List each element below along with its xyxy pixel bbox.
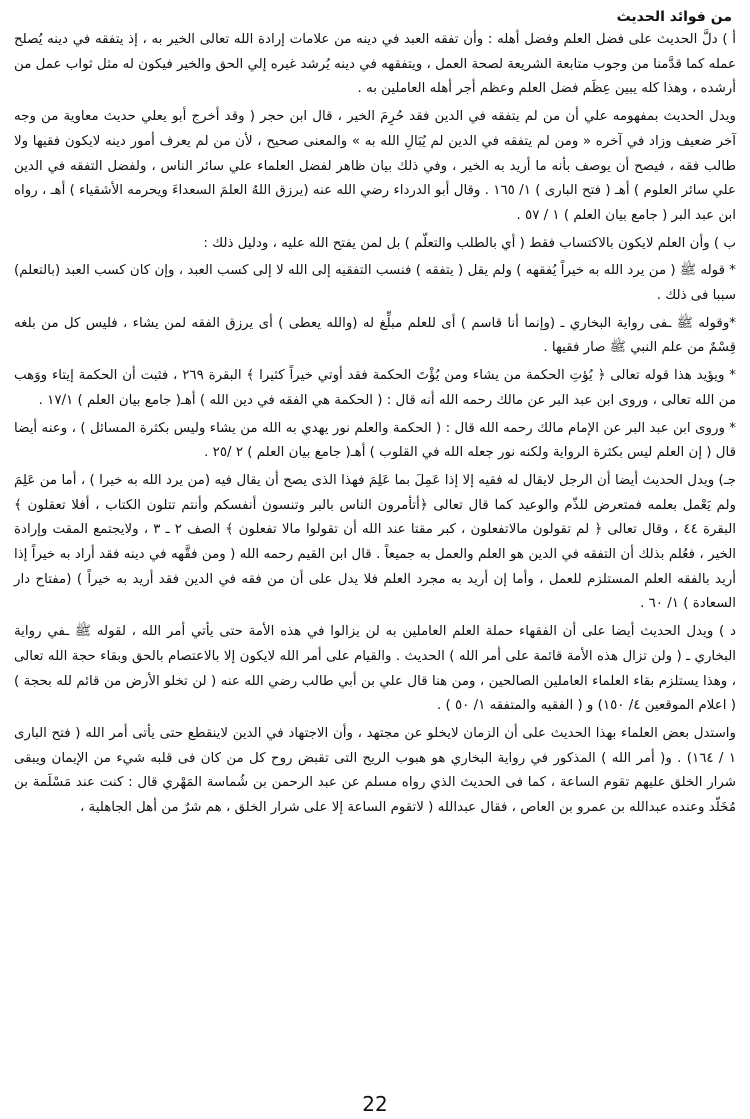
paragraph-bullet-1: * قوله ﷺ ( من يرد الله به خيراً يُفقهه ) ولم يقل ( يتفقه ) فنسب التفقيه إلى الله لا إلى كسب العبد ، وإن كان كسب العبد (بالتعلم) سببا فى ذلك . [14,263,736,304]
section-heading: من فوائد الحديث [616,9,732,25]
paragraph-conclusion: واستدل بعض العلماء بهذا الحديث على أن الزمان لايخلو عن مجتهد ، وأن الاجتهاد في الدين لاينقطع حتى يأتى أمر الله ( فتح البارى ١ / ١٦٤) . و( أمر الله ) المذكور في رواية البخاري هو هبوب الريح التى تقبض روح كل من كان فى قلبه شيء من الإيمان ويبقى شرار الخلق عليهم تقوم الساعة ، كما فى الحديث الذي رواه مسلم عن عبد الرحمن بن شُماسة المَهْري قال : كنت عند مَسْلَمة بن مُخَلّد وعنده عبدالله بن عمرو بن العاص ، فقال عبدالله ( لاتقوم الساعة إلا على شرار الخلق ، هم شرٌ من أهل الجاهلية ، [14,725,737,816]
paragraph-alif: أ ) دلَّ الحديث على فضل العلم وفضل أهله : وأن تفقه العبد في دينه من علامات إرادة الله تعالى الخير به ، إذ يتفقه في دينه يُصلح عمله كما قدَّمنا من وجوب متابعة الشريعة لصحة العمل ، ويتفقهه في دينه يُرشد غيره إلي الحق والخير فيكون له مثل ثواب عمل من أرشده ، وهذا كله يبين عِظَم فضل العلم وعظم أجر أهله العاملين به . [14,32,736,97]
paragraph-bullet-3: * ويؤيد هذا قوله تعالى ﴿ يُؤتِ الحكمة من يشاء ومن يُؤْتَ الحكمة فقد أوتي خيراً كثيرا ﴾ البقرة ٢٦٩ ، فثبت أن الحكمة إيتاء ووَهب من الله تعالى ، وروى ابن عبد البر عن مالك رحمه الله أنه قال : ( الحكمة هي الفقه في دين الله ) أهـ( جامع بيان العلم ) ١٧/١ . [14,368,736,408]
page-number: 22 [362,1092,388,1116]
paragraph-dal: د ) ويدل الحديث أيضا على أن الفقهاء حملة العلم العاملين به لن يزالوا في هذه الأمة حتى يأتي أمر الله ، لقوله ﷺ ـفي رواية البخاري ـ ( ولن تزال هذه الأمة قائمة على أمر الله ) الحديث . والقيام على أمر الله لايكون إلا بالاعتصام بالحق وبقاء حجة الله تعالى ، وهذا يستلزم بقاء العلماء العاملين الصالحين ، ومن هنا قال علي بن أبي طالب رضي الله عنه ( لن تخلو الأرض من قائم لله بحجة ) ( اعلام الموقعين ٤/ ١٥٠) و ( الفقيه والمتفقه ١/ ٥٠ ) . [14,624,736,714]
paragraph-meaning: ويدل الحديث بمفهومه علي أن من لم يتفقه في الدين فقد حُرِمَ الخير ، قال ابن حجر ( وقد أخرج أبو يعلي حديث معاوية من وجه آخر ضعيف وزاد في آخره « ومن لم يتفقه في الدين لم يُبَالِ الله به » والمعنى صحيح ، لأن من لم يعرف أمور دينه لايكون فقيها ولا طالب فقه ، فيصح أن يوصف بأنه ما أريد به الخير ، وفي ذلك بيان ظاهر لفضل العلماء علي سائر الناس ، ولفضل التفقه في الدين علي سائر العلوم ) أهـ ( فتح البارى ) ١/ ١٦٥ . وقال أبو الدرداء رضي الله عنه (يرزق اللهُ العلمَ السعداءَ ويحرمه الأشقياء ) أهـ ، رواه ابن عبد البر ( جامع بيان العلم ) ١ / ٥٧ . [14,109,736,223]
paragraph-bullet-2: *وقوله ﷺ ـفى رواية البخاري ـ (وإنما أنا قاسم ) أى للعلم مبلِّغ له (والله يعطى ) أى يرزق الفقه لمن يشاء ، فليس كل من بلغه قِسْمٌ من علم النبي ﷺ صار فقيها . [14,315,736,356]
paragraph-ba: ب ) وأن العلم لايكون بالاكتساب فقط ( أي بالطلب والتعلّم ) بل لمن يفتح الله عليه ، ودليل ذلك : [203,235,736,251]
paragraph-jim: جـ) ويدل الحديث أيضا أن الرجل لايقال له فقيه إلا إذا عَمِلَ بما عَلِمَ فهذا الذى يصح أن يقال فيه (من يرد الله به خيرا ) ، أما من عَلِمَ ولم يَعْمل بعلمه فمتعرض للذّم والوعيد كما قال تعالى ﴿أتأمرون الناس بالبر وتنسون أنفسكم وأنتم تتلون الكتاب ، أفلا تعقلون ﴾ البقرة ٤٤ ، وقال تعالى ﴿ لم تقولون مالاتفعلون ، كبر مقتا عند الله أن تقولوا مالا تفعلون ﴾ الصف ٢ ـ ٣ ، ولايجتمع المقت وإرادة الخير ، فعُلم بذلك أن التفقه في الدين هو العلم والعمل به جميعاً . قال ابن القيم رحمه الله ( ومن فقَّهه في دينه فقد أراد به خيراً إذا أريد بالفقه العلم المستلزم للعمل ، وأما إن أريد به مجرد العلم فلا يدل على أن من فقه في الدين فقد أريد به خيراً ) (مفتاح دار السعادة ) ١/ ٦٠ . [14,472,736,612]
paragraph-bullet-4: * وروى ابن عبد البر عن الإمام مالك رحمه الله قال : ( الحكمة والعلم نور يهدي به الله من يشاء وليس بكثرة المسائل ) ، وعنه أيضا قال ( إن العلم ليس بكثرة الرواية ولكنه نور جعله الله في القلوب ) أهـ( جامع بيان العلم ) ٢ /٢٥ . [14,420,736,461]
